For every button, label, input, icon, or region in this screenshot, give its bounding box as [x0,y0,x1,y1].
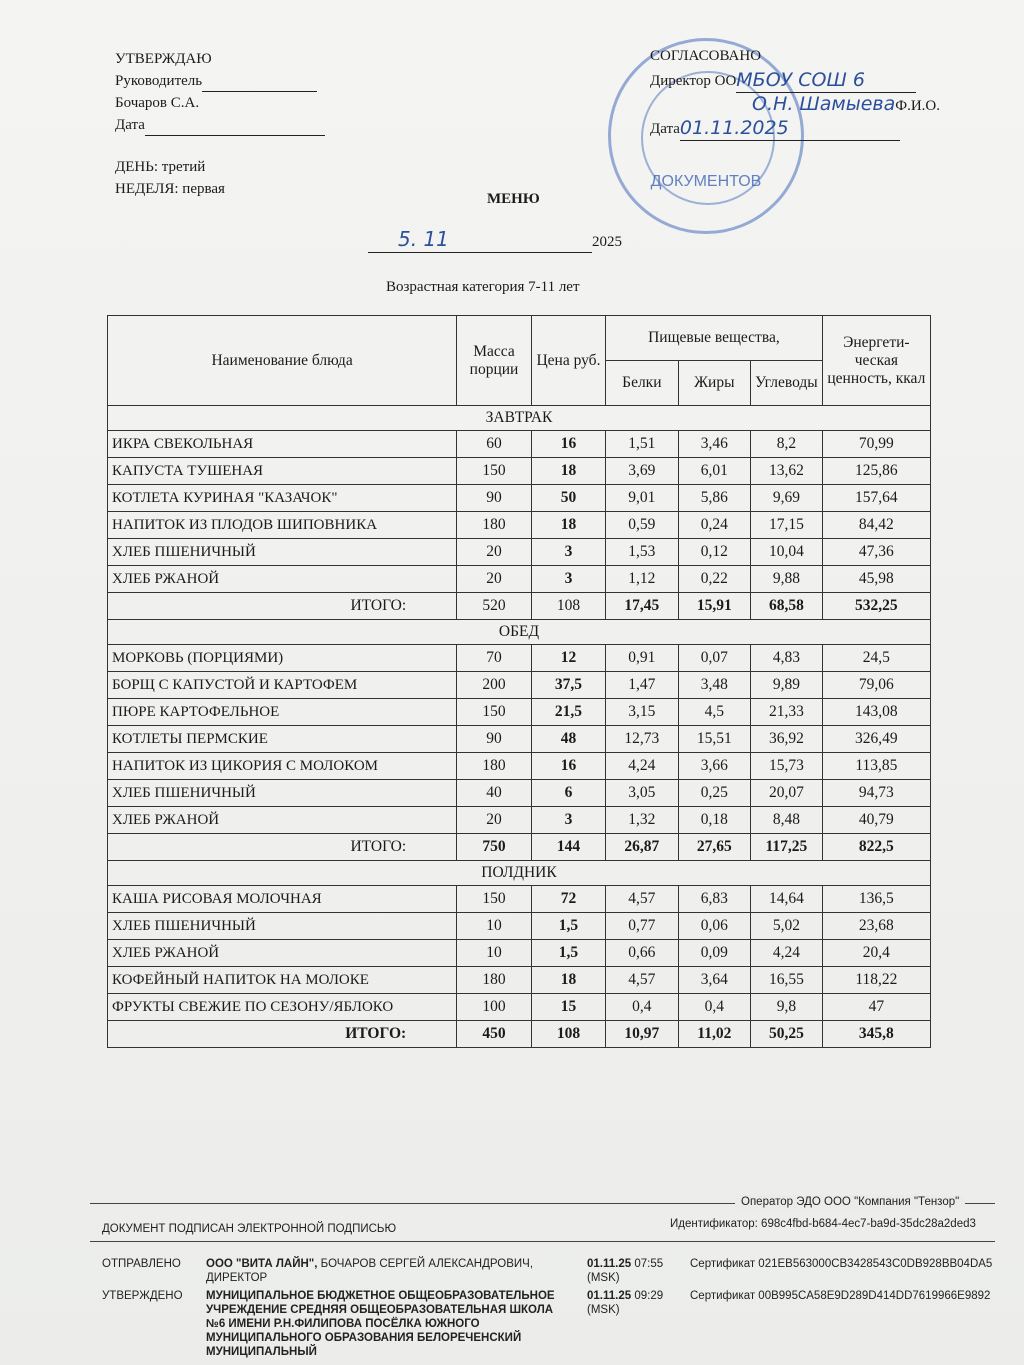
cell-fat: 0,4 [678,994,750,1021]
cell-energy: 79,06 [822,672,930,699]
cell-energy: 136,5 [822,886,930,913]
menu-date-handwritten: 5. 11 [368,226,592,253]
cell-dish-name: КОТЛЕТА КУРИНАЯ "КАЗАЧОК" [108,485,457,512]
total-row [108,834,931,861]
agreement-block [650,44,960,140]
cell-energy: 326,49 [822,726,930,753]
document-identifier: Идентификатор: 698c4fbd-b684-4ec7-ba9d-35dc28a2ded3 [670,1218,976,1230]
section-title: ОБЕД [108,620,931,645]
total-price: 144 [531,834,605,861]
cell-dish-name: ХЛЕБ ПШЕНИЧНЫЙ [108,539,457,566]
cell-price: 16 [531,753,605,780]
cell-protein: 1,12 [606,566,678,593]
approved-tz: (MSK) [587,1304,620,1316]
cell-carbs: 8,2 [751,431,823,458]
cell-price: 18 [531,458,605,485]
total-mass: 450 [457,1021,532,1048]
cell-price: 48 [531,726,605,753]
cell-mass: 20 [457,807,532,834]
cell-fat: 3,48 [678,672,750,699]
cell-protein: 3,69 [606,458,678,485]
cell-protein: 4,57 [606,967,678,994]
approve-role: Руководитель [115,73,203,89]
cell-protein: 3,05 [606,780,678,807]
cell-energy: 23,68 [822,913,930,940]
cell-fat: 0,09 [678,940,750,967]
cell-dish-name: ФРУКТЫ СВЕЖИЕ ПО СЕЗОНУ/ЯБЛОКО [108,994,457,1021]
cell-dish-name: КОФЕЙНЫЙ НАПИТОК НА МОЛОКЕ [108,967,457,994]
cell-fat: 0,18 [678,807,750,834]
approved-date: 01.11.25 [587,1290,632,1302]
agreed-role: Директор ОО [650,73,737,89]
menu-title: МЕНЮ [487,191,540,207]
sent-label: ОТПРАВЛЕНО [102,1258,181,1270]
day-label: ДЕНЬ: третий [115,159,206,175]
cell-fat: 0,07 [678,645,750,672]
table-row [108,780,931,807]
cell-mass: 10 [457,913,532,940]
total-price: 108 [531,1021,605,1048]
cell-price: 37,5 [531,672,605,699]
approval-block [115,48,325,200]
approved-time: 09:29 [634,1290,664,1302]
sent-org: ООО "ВИТА ЛАЙН", [206,1258,318,1270]
col-name: Наименование блюда [108,316,457,406]
cell-carbs: 13,62 [751,458,823,485]
cell-energy: 143,08 [822,699,930,726]
cell-mass: 70 [457,645,532,672]
total-protein: 26,87 [606,834,678,861]
cell-carbs: 4,24 [751,940,823,967]
cell-energy: 45,98 [822,566,930,593]
table-row [108,940,931,967]
cell-energy: 20,4 [822,940,930,967]
cell-energy: 47,36 [822,539,930,566]
cell-protein: 0,4 [606,994,678,1021]
section-header [108,861,931,886]
approved-org: МУНИЦИПАЛЬНОЕ БЮДЖЕТНОЕ ОБЩЕОБРАЗОВАТЕЛЬНОЕ УЧРЕЖДЕНИЕ СРЕДНЯЯ ОБЩЕОБРАЗОВАТЕЛЬНАЯ ШКОЛА №6 ИМЕНИ Р.Н.ФИЛИПОВА ПОСЁЛКА ЮЖНОГО МУНИЦИПАЛЬНОГО ОБРАЗОВАНИЯ БЕЛОРЕЧЕНСКИЙ МУНИЦИПАЛЬНЫЙ [206,1290,555,1358]
cell-mass: 150 [457,699,532,726]
col-carbs: Углеводы [751,361,823,406]
cell-price: 12 [531,645,605,672]
cell-energy: 94,73 [822,780,930,807]
cell-price: 15 [531,994,605,1021]
cell-protein: 3,15 [606,699,678,726]
cell-dish-name: БОРЩ С КАПУСТОЙ И КАРТОФЕМ [108,672,457,699]
cell-price: 3 [531,539,605,566]
cell-energy: 157,64 [822,485,930,512]
cell-protein: 1,53 [606,539,678,566]
cell-fat: 0,22 [678,566,750,593]
total-carbs: 117,25 [751,834,823,861]
cell-energy: 113,85 [822,753,930,780]
cell-price: 72 [531,886,605,913]
agreed-date-label: Дата [650,121,680,137]
total-carbs: 68,58 [751,593,823,620]
cell-dish-name: ХЛЕБ РЖАНОЙ [108,566,457,593]
col-nutrients: Пищевые вещества, [606,316,823,361]
cell-mass: 180 [457,753,532,780]
cell-price: 21,5 [531,699,605,726]
cell-fat: 0,24 [678,512,750,539]
signature-heading: ДОКУМЕНТ ПОДПИСАН ЭЛЕКТРОННОЙ ПОДПИСЬЮ [102,1223,397,1235]
section-title: ЗАВТРАК [108,406,931,431]
total-row [108,1021,931,1048]
cell-protein: 1,47 [606,672,678,699]
week-label: НЕДЕЛЯ: первая [115,181,225,197]
section-header [108,620,931,645]
cell-energy: 24,5 [822,645,930,672]
total-row [108,593,931,620]
school-handwritten: МБОУ СОШ 6 [736,68,916,93]
table-row [108,913,931,940]
cell-carbs: 9,88 [751,566,823,593]
agreed-title: СОГЛАСОВАНО [650,48,762,64]
cell-dish-name: ХЛЕБ РЖАНОЙ [108,940,457,967]
stamp-text: ДОКУМЕНТОВ [650,173,762,190]
section-title: ПОЛДНИК [108,861,931,886]
cell-dish-name: ХЛЕБ ПШЕНИЧНЫЙ [108,913,457,940]
table-row [108,485,931,512]
total-protein: 17,45 [606,593,678,620]
cell-price: 6 [531,780,605,807]
cell-carbs: 20,07 [751,780,823,807]
cell-energy: 70,99 [822,431,930,458]
cell-fat: 0,12 [678,539,750,566]
table-row [108,539,931,566]
cell-fat: 6,01 [678,458,750,485]
col-protein: Белки [606,361,678,406]
cell-carbs: 21,33 [751,699,823,726]
cell-protein: 0,77 [606,913,678,940]
total-mass: 750 [457,834,532,861]
total-dish-name: ИТОГО: [108,593,457,620]
cell-price: 1,5 [531,913,605,940]
sent-time: 07:55 [634,1258,664,1270]
total-fat: 15,91 [678,593,750,620]
table-row [108,512,931,539]
cell-price: 18 [531,967,605,994]
cell-price: 3 [531,566,605,593]
signature-line [202,91,317,92]
cell-mass: 10 [457,940,532,967]
col-price: Цена руб. [531,316,605,406]
cell-protein: 4,57 [606,886,678,913]
cell-fat: 5,86 [678,485,750,512]
cell-protein: 4,24 [606,753,678,780]
col-fat: Жиры [678,361,750,406]
cell-dish-name: МОРКОВЬ (ПОРЦИЯМИ) [108,645,457,672]
cell-energy: 118,22 [822,967,930,994]
cell-energy: 40,79 [822,807,930,834]
cell-dish-name: КАПУСТА ТУШЕНАЯ [108,458,457,485]
fio-label: Ф.И.О. [895,98,940,114]
cell-fat: 6,83 [678,886,750,913]
cell-dish-name: КОТЛЕТЫ ПЕРМСКИЕ [108,726,457,753]
approve-date-label: Дата [115,117,145,133]
table-row [108,566,931,593]
total-carbs: 50,25 [751,1021,823,1048]
total-fat: 11,02 [678,1021,750,1048]
cell-energy: 84,42 [822,512,930,539]
sent-tz: (MSK) [587,1272,620,1284]
cell-protein: 12,73 [606,726,678,753]
total-energy: 532,25 [822,593,930,620]
total-price: 108 [531,593,605,620]
cell-protein: 0,66 [606,940,678,967]
table-row [108,967,931,994]
cell-carbs: 36,92 [751,726,823,753]
agreed-date-handwritten: 01.11.2025 [680,116,900,141]
table-row [108,458,931,485]
cell-energy: 47 [822,994,930,1021]
sent-date: 01.11.25 [587,1258,632,1270]
total-fat: 27,65 [678,834,750,861]
cell-price: 1,5 [531,940,605,967]
approve-title: УТВЕРЖДАЮ [115,51,212,67]
total-protein: 10,97 [606,1021,678,1048]
cell-carbs: 14,64 [751,886,823,913]
table-row [108,726,931,753]
cell-carbs: 5,02 [751,913,823,940]
total-mass: 520 [457,593,532,620]
approved-label: УТВЕРЖДЕНО [102,1290,183,1302]
cell-dish-name: НАПИТОК ИЗ ЦИКОРИЯ С МОЛОКОМ [108,753,457,780]
cell-mass: 150 [457,886,532,913]
cell-protein: 1,51 [606,431,678,458]
menu-table [107,315,931,1048]
approved-certificate: Сертификат 00B995CA58E9D289D414DD7619966E9892 [690,1290,991,1302]
cell-carbs: 16,55 [751,967,823,994]
cell-dish-name: КАША РИСОВАЯ МОЛОЧНАЯ [108,886,457,913]
cell-protein: 0,91 [606,645,678,672]
cell-mass: 150 [457,458,532,485]
col-mass: Масса порции [457,316,532,406]
cell-protein: 0,59 [606,512,678,539]
cell-carbs: 9,89 [751,672,823,699]
col-energy: Энергети-ческая ценность, ккал [822,316,930,406]
cell-dish-name: ХЛЕБ РЖАНОЙ [108,807,457,834]
table-row [108,645,931,672]
cell-protein: 1,32 [606,807,678,834]
cell-price: 50 [531,485,605,512]
cell-fat: 4,5 [678,699,750,726]
table-row [108,699,931,726]
cell-mass: 90 [457,726,532,753]
cell-fat: 0,06 [678,913,750,940]
table-row [108,672,931,699]
cell-mass: 200 [457,672,532,699]
age-category: Возрастная категория 7-11 лет [386,279,580,295]
total-energy: 822,5 [822,834,930,861]
sent-certificate: Сертификат 021EB563000CB3428543C0DB928BB04DA5 [690,1258,993,1270]
total-energy: 345,8 [822,1021,930,1048]
section-header [108,406,931,431]
cell-mass: 60 [457,431,532,458]
cell-dish-name: ХЛЕБ ПШЕНИЧНЫЙ [108,780,457,807]
sent-person: БОЧАРОВ СЕРГЕЙ АЛЕКСАНДРОВИЧ, ДИРЕКТОР [206,1258,534,1284]
cell-price: 3 [531,807,605,834]
cell-fat: 15,51 [678,726,750,753]
cell-carbs: 10,04 [751,539,823,566]
cell-carbs: 4,83 [751,645,823,672]
cell-mass: 40 [457,780,532,807]
cell-protein: 9,01 [606,485,678,512]
total-dish-name: ИТОГО: [108,1021,457,1048]
cell-mass: 100 [457,994,532,1021]
date-line [145,135,325,136]
cell-mass: 180 [457,512,532,539]
cell-mass: 20 [457,566,532,593]
cell-dish-name: ИКРА СВЕКОЛЬНАЯ [108,431,457,458]
table-row [108,753,931,780]
cell-dish-name: НАПИТОК ИЗ ПЛОДОВ ШИПОВНИКА [108,512,457,539]
cell-carbs: 9,69 [751,485,823,512]
cell-fat: 0,25 [678,780,750,807]
cell-carbs: 17,15 [751,512,823,539]
cell-price: 16 [531,431,605,458]
cell-mass: 90 [457,485,532,512]
table-row [108,431,931,458]
menu-year: 2025 [592,234,622,250]
edo-operator: Оператор ЭДО ООО "Компания "Тензор" [735,1195,965,1209]
cell-price: 18 [531,512,605,539]
fio-handwritten: О.Н. Шамыева [752,93,896,115]
approve-name: Бочаров С.А. [115,95,200,111]
table-row [108,994,931,1021]
cell-fat: 3,46 [678,431,750,458]
table-row [108,807,931,834]
cell-fat: 3,64 [678,967,750,994]
cell-mass: 20 [457,539,532,566]
cell-energy: 125,86 [822,458,930,485]
total-dish-name: ИТОГО: [108,834,457,861]
cell-fat: 3,66 [678,753,750,780]
e-signature-block [90,1195,1024,1365]
cell-dish-name: ПЮРЕ КАРТОФЕЛЬНОЕ [108,699,457,726]
cell-carbs: 15,73 [751,753,823,780]
cell-mass: 180 [457,967,532,994]
cell-carbs: 8,48 [751,807,823,834]
table-row [108,886,931,913]
cell-carbs: 9,8 [751,994,823,1021]
